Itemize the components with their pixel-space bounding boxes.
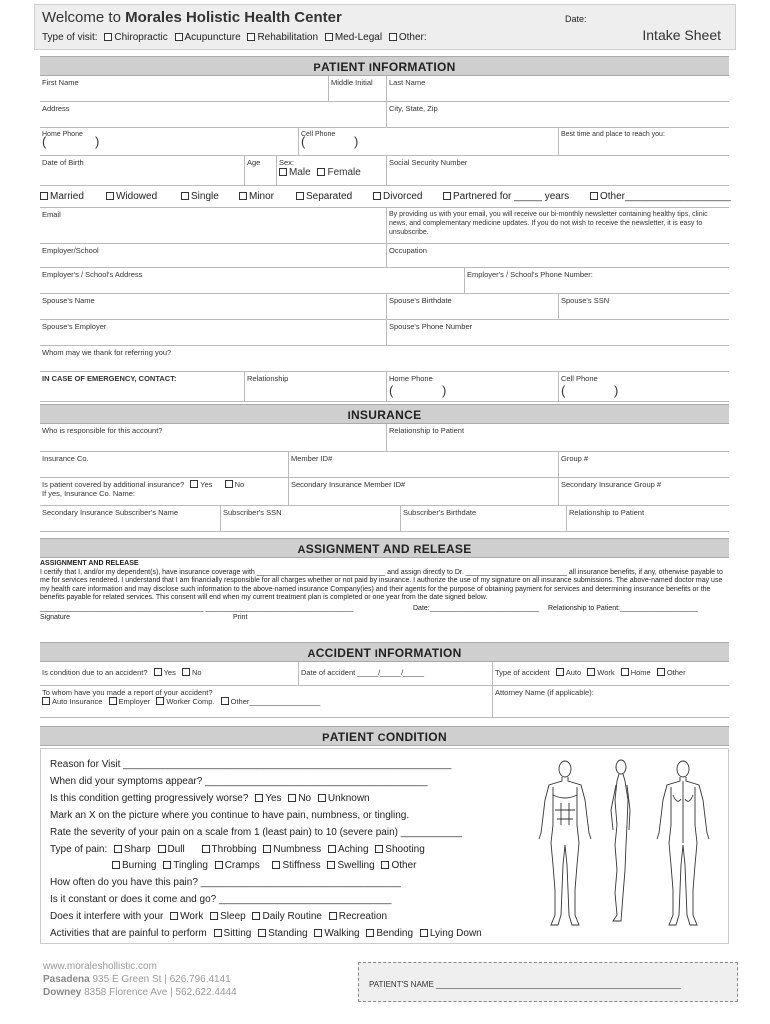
- downey-line: [43, 986, 237, 999]
- responsible-row: [40, 424, 729, 452]
- city-state-zip-field[interactable]: [386, 102, 729, 127]
- referral-row: [40, 346, 729, 372]
- first-name-field[interactable]: [40, 76, 328, 101]
- progressive-checkbox[interactable]: [318, 794, 326, 802]
- report-checkbox[interactable]: [42, 697, 50, 705]
- section-title-part: I: [347, 410, 351, 422]
- section-title-part: ATIENT: [329, 730, 378, 744]
- visit-option: Med-Legal: [334, 32, 383, 43]
- email-field[interactable]: [40, 208, 386, 243]
- field-label: Member ID#: [291, 454, 333, 463]
- paren: ): [95, 134, 100, 149]
- date-label[interactable]: Date:: [565, 14, 587, 24]
- field-label: Relationship to Patient: [389, 426, 465, 435]
- welcome-title: [42, 9, 342, 26]
- field-label: Type of accident: [495, 668, 550, 677]
- field-label: Whom may we thank for referring you?: [42, 348, 172, 357]
- front-body-figure[interactable]: [539, 761, 591, 925]
- section-title-part: C: [377, 732, 386, 744]
- marital-option[interactable]: [40, 191, 84, 202]
- accident-type-field: [492, 662, 729, 685]
- interfere-checkbox[interactable]: [252, 912, 260, 920]
- pain-type-row-2: [50, 858, 482, 875]
- field-label: Date of accident _____/_____/_____: [301, 668, 425, 677]
- emergency-home-phone-field[interactable]: [386, 372, 558, 401]
- marital-checkbox[interactable]: [40, 192, 48, 200]
- field-label: Relationship: [247, 374, 289, 383]
- no-label: No: [234, 480, 245, 489]
- accident-type-checkbox[interactable]: [621, 668, 629, 676]
- section-title-part: ELEASE: [421, 542, 472, 556]
- section-title-part: A: [307, 648, 316, 660]
- signature-row: [40, 603, 729, 621]
- yes-checkbox[interactable]: [190, 480, 198, 488]
- marital-checkbox[interactable]: [106, 192, 114, 200]
- section-title-part: ONDITION: [385, 730, 447, 744]
- field-label: Is condition due to an accident?: [42, 668, 148, 677]
- field-label: Home Phone: [389, 374, 433, 383]
- male-label: Male: [289, 167, 311, 178]
- last-name-field[interactable]: [386, 76, 729, 101]
- marital-option[interactable]: [373, 191, 422, 202]
- option-label: Unknown: [327, 792, 370, 804]
- patient-condition-box: [40, 748, 729, 944]
- pain-checkbox[interactable]: [328, 845, 336, 853]
- field-label: Spouse's SSN: [561, 296, 610, 305]
- option-label: Walking: [324, 928, 360, 940]
- section-title-part: I: [368, 62, 373, 74]
- field-label: Insurance Co.: [42, 454, 89, 463]
- option-label: Other: [391, 860, 417, 872]
- marital-checkbox[interactable]: [443, 192, 451, 200]
- field-label: Address: [42, 104, 70, 113]
- option-label: Cramps: [224, 860, 260, 872]
- option-label: Recreation: [338, 911, 388, 923]
- field-label: Employer/School: [42, 246, 99, 255]
- additional-insurance-field: [40, 478, 288, 505]
- signature-date-field[interactable]: Date:____________________________: [413, 604, 539, 612]
- marital-label: Divorced: [383, 191, 423, 202]
- visit-option: Chiropractic: [114, 32, 168, 43]
- progressive-checkbox[interactable]: [288, 794, 296, 802]
- interfere-label: Does it interfere with your: [50, 911, 164, 923]
- assignment-heading: ASSIGNMENT AND RELEASE: [40, 560, 139, 567]
- section-accident-information: [40, 642, 729, 662]
- best-time-field[interactable]: [558, 128, 729, 155]
- spouse-ssn-field[interactable]: [558, 294, 729, 319]
- yes-label: Yes: [163, 668, 176, 677]
- accident-report-field: [40, 686, 492, 717]
- field-label: Spouse's Phone Number: [389, 322, 473, 331]
- occupation-field[interactable]: [386, 244, 729, 267]
- field-label: City, State, Zip: [389, 104, 438, 113]
- marital-option[interactable]: [443, 191, 569, 202]
- paren: (: [389, 383, 394, 398]
- field-label: Social Security Number: [389, 158, 468, 167]
- field-label: Age: [247, 158, 261, 167]
- additional-insurance-row: [40, 478, 729, 506]
- employer-field[interactable]: [40, 244, 386, 267]
- visit-type-row: [42, 32, 427, 43]
- accident-type-label: Work: [597, 668, 615, 677]
- section-title-part: I: [374, 648, 379, 660]
- dob-field[interactable]: [40, 156, 244, 185]
- section-title-part: NFORMATION: [372, 60, 456, 74]
- header-bar: [34, 4, 736, 50]
- field-label: Spouse's Name: [42, 296, 95, 305]
- field-label: Secondary Insurance Group #: [561, 480, 662, 489]
- website-link[interactable]: www.moraleshollistic.com: [43, 961, 157, 972]
- employer-phone-field[interactable]: [464, 268, 729, 293]
- option-label: Shooting: [385, 843, 425, 855]
- activities-row: [50, 926, 482, 943]
- option-label: Burning: [122, 860, 157, 872]
- spouse-phone-field[interactable]: [386, 320, 729, 345]
- field-label: Employer's / School's Phone Number:: [467, 270, 593, 279]
- marital-label: Single: [191, 191, 219, 202]
- field-label: Secondary Insurance Member ID#: [291, 480, 406, 489]
- activity-checkbox[interactable]: [214, 929, 222, 937]
- marital-checkbox[interactable]: [373, 192, 381, 200]
- report-label: Employer: [118, 697, 151, 706]
- option-label: Numbness: [273, 843, 322, 855]
- back-body-figure[interactable]: [657, 761, 709, 925]
- option-label: Bending: [376, 928, 414, 940]
- marital-label: Other___________________: [600, 191, 731, 202]
- accident-type-label: Home: [630, 668, 651, 677]
- spouse-name-field[interactable]: [40, 294, 386, 319]
- middle-initial-field[interactable]: [328, 76, 386, 101]
- condition-questions: [50, 757, 482, 943]
- signature-line[interactable]: __________________________________________ ______________________________________: [40, 604, 354, 612]
- report-checkbox[interactable]: [156, 697, 164, 705]
- accident-report-row: [40, 686, 729, 718]
- field-label: Attorney Name (if applicable):: [495, 688, 594, 697]
- employer-address-row: [40, 268, 729, 294]
- field-label: Cell Phone: [301, 131, 336, 138]
- pain-checkbox[interactable]: [158, 845, 166, 853]
- attorney-field[interactable]: [492, 686, 729, 717]
- pain-checkbox[interactable]: [375, 845, 383, 853]
- home-phone-field[interactable]: [40, 128, 298, 155]
- marital-checkbox[interactable]: [239, 192, 247, 200]
- progressive-checkbox[interactable]: [255, 794, 263, 802]
- pain-type-label: Type of pain:: [50, 843, 108, 855]
- relationship-to-patient-field[interactable]: [386, 424, 729, 451]
- paren: (: [561, 383, 566, 398]
- visit-option: Other:: [398, 32, 427, 43]
- interfere-checkbox[interactable]: [210, 912, 218, 920]
- paren: ): [442, 383, 447, 398]
- male-checkbox[interactable]: [279, 168, 287, 176]
- emergency-contact-field[interactable]: [40, 372, 244, 401]
- option-label: Aching: [337, 843, 369, 855]
- marital-label: Partnered for _____ years: [453, 191, 570, 202]
- section-patient-information: [40, 56, 729, 76]
- report-label: Auto Insurance: [52, 697, 103, 706]
- secondary-member-field[interactable]: [288, 478, 558, 505]
- dob-row: [40, 156, 729, 186]
- marital-option[interactable]: [106, 191, 157, 202]
- emergency-row: [40, 372, 729, 402]
- field-label: Spouse's Birthdate: [389, 296, 452, 305]
- marital-label: Minor: [249, 191, 275, 202]
- accident-type-label: Other: [666, 668, 686, 677]
- spouse-birthdate-field[interactable]: [386, 294, 558, 319]
- footer-contact: [43, 960, 237, 999]
- pain-checkbox[interactable]: [114, 845, 122, 853]
- assignment-body: I certify that I, and/or my dependent(s), have insurance coverage with _________________________________ and assign directly to Dr. __________________________ all insurance benefits, if any, otherwise payable to me for services rendered. I understand that I am financially responsible for all charges whether or not paid by insurance. I authorize the use of my signature on all insurance submissions. The above-named doctor may use my health care information and may disclose such information to the above-named insurance Company(ies) and their agents for the purpose of obtaining payment for services and determining insurance benefits or the benefits payable for related services. This consent will end when my current treatment plan is completed or one year from the date signed below.: [40, 568, 723, 601]
- marital-status-row: [40, 186, 729, 208]
- pain-checkbox[interactable]: [215, 861, 223, 869]
- field-label: Occupation: [389, 246, 427, 255]
- spouse-row: [40, 294, 729, 320]
- pain-checkbox[interactable]: [327, 861, 335, 869]
- field-label: Date of Birth: [42, 158, 84, 167]
- interfere-checkbox[interactable]: [170, 912, 178, 920]
- report-label: Worker Comp.: [166, 697, 215, 706]
- print-label: Print: [233, 613, 248, 621]
- marital-option[interactable]: [296, 191, 352, 202]
- intake-title: Intake Sheet: [642, 27, 721, 43]
- no-checkbox[interactable]: [225, 480, 233, 488]
- field-label: Cell Phone: [561, 374, 598, 383]
- female-label: Female: [327, 167, 361, 178]
- insurance-co-row: [40, 452, 729, 478]
- emergency-relationship-field[interactable]: [244, 372, 386, 401]
- field-label: Middle Initial: [331, 78, 373, 87]
- visit-checkbox[interactable]: [247, 33, 255, 41]
- insurance-co-field[interactable]: [40, 452, 288, 477]
- spouse-employer-row: [40, 320, 729, 346]
- option-label: Swelling: [337, 860, 375, 872]
- name-row: [40, 76, 729, 102]
- field-label: Best time and place to reach you:: [561, 131, 665, 138]
- no-checkbox[interactable]: [182, 668, 190, 676]
- section-assignment-release: [40, 538, 729, 558]
- marital-checkbox[interactable]: [590, 192, 598, 200]
- accident-date-field[interactable]: [298, 662, 492, 685]
- group-field[interactable]: [558, 452, 729, 477]
- signature-relationship-field[interactable]: Relationship to Patient:____________________: [548, 604, 698, 612]
- report-checkbox[interactable]: [221, 697, 229, 705]
- section-title-part: SSIGNMENT AND: [305, 542, 414, 556]
- subscriber-relationship-field[interactable]: [566, 506, 729, 531]
- city-name: Pasadena: [43, 974, 90, 985]
- field-label: Email: [42, 210, 61, 219]
- visit-type-label: Type of visit:: [42, 32, 98, 43]
- progressive-label: Is this condition getting progressively worse?: [50, 792, 249, 804]
- field-label: Subscriber's Birthdate: [403, 508, 477, 517]
- section-title-part: R: [413, 544, 422, 556]
- accident-row: [40, 662, 729, 686]
- activity-checkbox[interactable]: [420, 929, 428, 937]
- center-name: Morales Holistic Health Center: [125, 9, 342, 26]
- interfere-checkbox[interactable]: [329, 912, 337, 920]
- progressive-row: [50, 791, 482, 808]
- section-title-part: NSURANCE: [350, 408, 422, 422]
- field-label: Last Name: [389, 78, 426, 87]
- field-label: If yes, Insurance Co. Name:: [42, 489, 135, 498]
- option-label: Sharp: [124, 843, 151, 855]
- reason-for-visit-field[interactable]: Reason for Visit ___________________________________________________________: [50, 759, 452, 770]
- section-title-part: A: [297, 544, 306, 556]
- report-checkbox[interactable]: [109, 697, 117, 705]
- pain-type-row-1: [50, 842, 482, 859]
- activity-checkbox[interactable]: [314, 929, 322, 937]
- option-label: Daily Routine: [262, 911, 322, 923]
- pasadena-line: [43, 973, 237, 986]
- secondary-group-field[interactable]: [558, 478, 729, 505]
- email-row: [40, 208, 729, 244]
- phone-row: [40, 128, 729, 156]
- option-label: Yes: [265, 792, 282, 804]
- section-title-part: CCIDENT: [315, 646, 375, 660]
- how-often-field[interactable]: How often do you have this pain? ____________________________________: [50, 877, 401, 889]
- accident-type-checkbox[interactable]: [657, 668, 665, 676]
- subscriber-row: [40, 506, 729, 532]
- yes-label: Yes: [200, 480, 213, 489]
- marital-label: Separated: [306, 191, 353, 202]
- emergency-cell-phone-field[interactable]: [558, 372, 729, 401]
- accident-type-label: Auto: [565, 668, 582, 677]
- field-label: IN CASE OF EMERGENCY, CONTACT:: [42, 374, 177, 383]
- side-body-figure[interactable]: [611, 760, 630, 921]
- signature-label: Signature: [40, 613, 70, 621]
- interfere-row: [50, 909, 482, 926]
- constant-field[interactable]: Is it constant or does it come and go? _______________________________: [50, 894, 392, 906]
- marital-checkbox[interactable]: [296, 192, 304, 200]
- paren: ): [614, 383, 619, 398]
- employer-row: [40, 244, 729, 268]
- pain-checkbox[interactable]: [381, 861, 389, 869]
- marital-option[interactable]: [239, 191, 274, 202]
- no-label: No: [191, 668, 202, 677]
- marital-label: Widowed: [116, 191, 158, 202]
- accident-type-checkbox[interactable]: [556, 668, 564, 676]
- address-field[interactable]: [40, 102, 386, 127]
- cell-phone-field[interactable]: [298, 128, 558, 155]
- ssn-field[interactable]: [386, 156, 729, 185]
- assignment-text-block: [40, 560, 729, 621]
- pain-checkbox[interactable]: [202, 845, 210, 853]
- pain-checkbox[interactable]: [163, 861, 171, 869]
- sex-field: [276, 156, 386, 185]
- option-label: Dull: [167, 843, 185, 855]
- responsible-field[interactable]: [40, 424, 386, 451]
- paren: (: [42, 134, 47, 149]
- marital-label: Married: [50, 191, 84, 202]
- symptoms-appear-field[interactable]: When did your symptoms appear? ________________________________________: [50, 775, 428, 787]
- option-label: Tingling: [173, 860, 208, 872]
- field-label: Home Phone: [42, 131, 83, 138]
- pain-checkbox[interactable]: [263, 845, 271, 853]
- field-label: Is patient covered by additional insurance?: [42, 480, 185, 489]
- patient-name-field[interactable]: PATIENT'S NAME _______________________________________________________: [369, 980, 681, 989]
- field-label: Who is responsible for this account?: [42, 426, 163, 435]
- yes-checkbox[interactable]: [154, 668, 162, 676]
- accident-type-checkbox[interactable]: [587, 668, 595, 676]
- patient-name-box[interactable]: [358, 962, 738, 1002]
- section-title-part: ATIENT: [320, 60, 369, 74]
- activities-label: Activities that are painful to perform: [50, 928, 207, 940]
- paren: ): [354, 134, 359, 149]
- employer-address-field[interactable]: [40, 268, 464, 293]
- intake-form: [40, 56, 729, 641]
- option-label: Standing: [268, 928, 308, 940]
- field-label: To whom have you made a report of your accident?: [42, 688, 213, 697]
- welcome-prefix: Welcome to: [42, 9, 121, 26]
- option-label: Sitting: [223, 928, 252, 940]
- option-label: Throbbing: [211, 843, 257, 855]
- marital-checkbox[interactable]: [181, 192, 189, 200]
- body-diagram[interactable]: [531, 755, 723, 941]
- city-address: 935 E Green St | 626.796.4141: [92, 974, 231, 985]
- section-title-part: P: [313, 62, 321, 74]
- section-patient-condition: [40, 726, 729, 746]
- visit-checkbox[interactable]: [325, 33, 333, 41]
- mark-instruction: Mark an X on the picture where you continue to have pain, numbness, or tingling.: [50, 809, 410, 821]
- subscriber-birthdate-field[interactable]: [400, 506, 566, 531]
- referral-field[interactable]: [40, 346, 729, 371]
- field-label: Employer's / School's Address: [42, 270, 143, 279]
- field-label: Relationship to Patient: [569, 508, 645, 517]
- field-label: Group #: [561, 454, 589, 463]
- pain-checkbox[interactable]: [112, 861, 120, 869]
- marital-option[interactable]: [590, 191, 731, 202]
- visit-checkbox[interactable]: [389, 33, 397, 41]
- option-label: Lying Down: [429, 928, 482, 940]
- field-label: Sex:: [279, 158, 295, 167]
- report-label: Other_________________: [230, 697, 321, 706]
- subscriber-ssn-field[interactable]: [220, 506, 400, 531]
- section-title-part: P: [322, 732, 330, 744]
- city-address: 8358 Florence Ave | 562.622.4444: [84, 987, 237, 998]
- address-row: [40, 102, 729, 128]
- city-name: Downey: [43, 987, 82, 998]
- accident-due-field: [40, 662, 298, 685]
- newsletter-text: By providing us with your email, you will receive our bi-monthly newsletter containing healthy tips, clinic news, and complementary medicine updates. If you do not wish to receive the newsletter, it is easy to unsubscribe.: [389, 211, 708, 236]
- paren: (: [301, 134, 306, 149]
- spouse-employer-field[interactable]: [40, 320, 386, 345]
- visit-checkbox[interactable]: [175, 33, 183, 41]
- female-checkbox[interactable]: [317, 168, 325, 176]
- marital-option[interactable]: [181, 191, 219, 202]
- visit-option: Rehabilitation: [257, 32, 319, 43]
- visit-checkbox[interactable]: [104, 33, 112, 41]
- pain-checkbox[interactable]: [272, 861, 280, 869]
- field-label: Spouse's Employer: [42, 322, 107, 331]
- option-label: Work: [180, 911, 204, 923]
- visit-option: Acupuncture: [184, 32, 241, 43]
- newsletter-note: [386, 208, 729, 243]
- pain-rating-field[interactable]: Rate the severity of your pain on a scale from 1 (least pain) to 10 (severe pain) ___________: [50, 826, 462, 838]
- activity-checkbox[interactable]: [366, 929, 374, 937]
- option-label: Stiffness: [282, 860, 321, 872]
- member-id-field[interactable]: [288, 452, 558, 477]
- age-field[interactable]: [244, 156, 276, 185]
- field-label: Secondary Insurance Subscriber's Name: [42, 508, 179, 517]
- field-label: Subscriber's SSN: [223, 508, 282, 517]
- option-label: Sleep: [220, 911, 246, 923]
- activity-checkbox[interactable]: [258, 929, 266, 937]
- field-label: First Name: [42, 78, 79, 87]
- option-label: No: [298, 792, 312, 804]
- section-insurance: [40, 404, 729, 424]
- subscriber-name-field[interactable]: [40, 506, 220, 531]
- section-title-part: NFORMATION: [378, 646, 462, 660]
